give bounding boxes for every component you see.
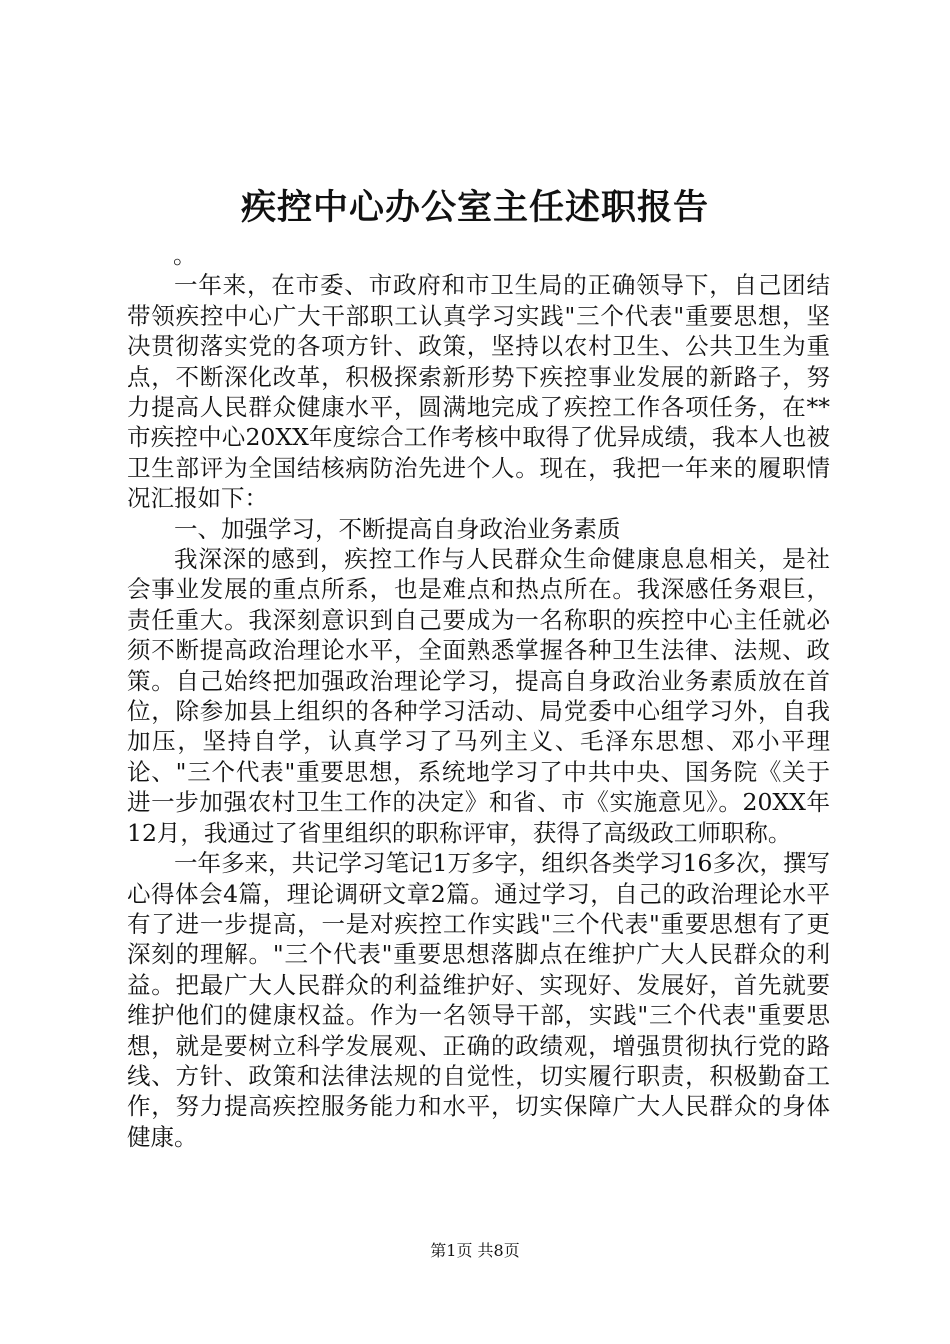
paragraph-intro: 一年来，在市委、市政府和市卫生局的正确领导下，自己团结带领疾控中心广大干部职工认真学习实践"三个代表"重要思想，坚决贯彻落实党的各项方针、政策，坚持以农村卫生、公共卫生为重点，不断深化改革，积极探索新形势下疾控事业发展的新路子，努力提高人民群众健康水平，圆满地完成了疾控工作各项任务，在**市疾控中心20XX年度综合工作考核中取得了优异成绩，我本人也被卫生部评为全国结核病防治先进个人。现在，我把一年来的履职情况汇报如下： xyxy=(127,271,830,513)
document-title: 疾控中心办公室主任述职报告 xyxy=(240,187,709,228)
paragraph-results: 一年多来，共记学习笔记1万多字，组织各类学习16多次，撰写心得体会4篇，理论调研文章2篇。通过学习，自己的政治理论水平有了进一步提高，一是对疾控工作实践"三个代表"重要思想有了更深刻的理解。"三个代表"重要思想落脚点在维护广大人民群众的利益。把最广大人民群众的利益维护好、实现好、发展好，首先就要维护他们的健康权益。作为一名领导干部，实践"三个代表"重要思想，就是要树立科学发展观、正确的政绩观，增强贯彻执行党的路线、方针、政策和法律法规的自觉性，切实履行职责，积极勤奋工作，努力提高疾控服务能力和水平，切实保障广大人民群众的身体健康。 xyxy=(127,849,830,1151)
document-body xyxy=(127,240,830,1152)
section-heading: 一、加强学习，不断提高自身政治业务素质 xyxy=(174,514,621,543)
leading-punctuation: 。 xyxy=(173,241,197,269)
page-number-footer: 第1页 共8页 xyxy=(430,1241,520,1260)
paragraph-study: 我深深的感到，疾控工作与人民群众生命健康息息相关，是社会事业发展的重点所系，也是难点和热点所在。我深感任务艰巨，责任重大。我深刻意识到自己要成为一名称职的疾控中心主任就必须不断提高政治理论水平，全面熟悉掌握各种卫生法律、法规、政策。自己始终把加强政治理论学习，提高自身政治业务素质放在首位，除参加县上组织的各种学习活动、局党委中心组学习外，自我加压，坚持自学，认真学习了马列主义、毛泽东思想、邓小平理论、"三个代表"重要思想，系统地学习了中共中央、国务院《关于进一步加强农村卫生工作的决定》和省、市《实施意见》。20XX年12月，我通过了省里组织的职称评审，获得了高级政工师职称。 xyxy=(127,545,830,847)
